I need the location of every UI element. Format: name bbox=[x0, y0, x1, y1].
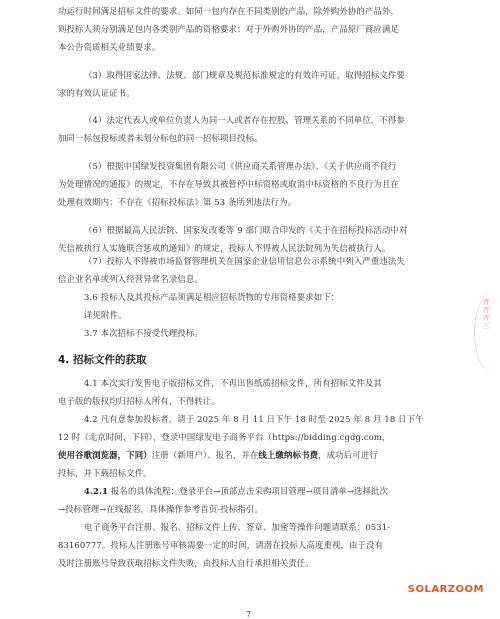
section-4-heading: 4. 招标文件的获取 bbox=[58, 354, 147, 366]
clause-3-7: 3.7 本次招标不接受代理投标。 bbox=[84, 328, 203, 338]
text-line: 加同一标包投标或者未划分标包的同一招标项目投标。 bbox=[58, 133, 263, 143]
text-span: ，成功后可进行 bbox=[318, 450, 378, 460]
text-line bbox=[58, 450, 378, 461]
text-line: 求的有效认证证书。 bbox=[58, 88, 135, 98]
text-line: 失信被执行人实施联合惩戒的通知》的规定，投标人不得被人民法院列为失信被执行人。 bbox=[58, 243, 391, 253]
text-line: 12 时（北京时间，下同），登录中国绿发电子商务平台（https://bidding.cgdg.com， bbox=[58, 432, 391, 442]
page-number: 7 bbox=[246, 610, 252, 619]
watermark-logo: SOLARZOOM bbox=[407, 584, 484, 595]
seal-stamp-text: 齐齐齐三 bbox=[482, 298, 490, 330]
text-line: 本公告资质相关业绩要求。 bbox=[58, 42, 161, 52]
text-line: 详见附件。 bbox=[84, 310, 127, 320]
text-line: （6）根据最高人民法院、国家发改委等 9 部门联合印发的《关于在招标投标活动中对 bbox=[84, 225, 408, 235]
text-line: 处理有效期内；不存在《招标投标法》第 53 条所列违法行为。 bbox=[58, 197, 297, 207]
bold-browser-note: 使用谷歌浏览器，下同） bbox=[58, 450, 152, 460]
text-line: （7）投标人不得被市场监督管理机关在国家企业信用信息公示系统中列入严重违法失 bbox=[84, 256, 405, 266]
text-line: 电子商务平台注册、报名、招标文件上传、签章、加密等操作问题请联系：0531- bbox=[84, 522, 391, 532]
text-line: （5）根据中国绿发投资集团有限公司《供应商关系管理办法》、《关于供应商不良行 bbox=[84, 161, 397, 171]
text-line: 信企业名单或列入经营异常名录信息。 bbox=[58, 274, 203, 284]
text-span: 注册（新用户）、报名，并在 bbox=[151, 450, 259, 460]
text-line: 为处理情况的通报》的规定，不存在导致其被暂停中标资格或取消中标资格的不良行为且在 bbox=[58, 179, 399, 189]
clause-4-2: 4.2 凡有意参加投标者，请于 2025 年 8 月 11 日下午 18 时至 2025 年 8 月 18 日下午 bbox=[84, 414, 424, 424]
text-line: →投标管理→在线报名，具体操作参考首页-投标指引。 bbox=[58, 504, 263, 514]
text-line: 电子版的版权均归招标人所有，不得转让。 bbox=[58, 396, 220, 406]
bold-fee-note: 线上缴纳标书费 bbox=[258, 450, 319, 460]
text-line: 及时注册账号导致获取招标文件失败，由投标人自行承担相关责任。 bbox=[58, 558, 314, 568]
text-line: 则投标人须分别满足包内各类别产品的资格要求；对于外购外协的产品，产品原厂商应满足 bbox=[58, 24, 399, 34]
clause-4-1: 4.1 本次实行发售电子版招标文件，不再出售纸质招标文件，所有招标文件及其 bbox=[84, 378, 382, 388]
clause-number: 4.2.1 bbox=[84, 486, 109, 496]
text-line: 功运行时间满足招标文件的要求。如同一包内存在不同类别的产品，除外购外协的产品外， bbox=[58, 6, 399, 16]
text-line: 83160777。投标人注册账号审核需要一定的时间，请潜在投标人高度重视，由于没有 bbox=[58, 540, 384, 550]
clause-4-2-1 bbox=[84, 486, 388, 497]
clause-3-6: 3.6 投标人及其投标产品须满足相应招标货物的专用资格要求如下： bbox=[84, 292, 340, 302]
text-span: 报名的具体流程：登录平台→顶部点击采购项目管理→项目清单→选择批次 bbox=[108, 486, 389, 496]
text-line: （3）取得国家法律、法规、部门规章及规范标准规定的有效许可证，取得招标文件要 bbox=[84, 70, 405, 80]
text-line: 投标，并下载招标文件。 bbox=[58, 468, 152, 478]
text-line: （4）法定代表人或单位负责人为同一人或者存在控股、管理关系的不同单位，不得参 bbox=[84, 115, 405, 125]
